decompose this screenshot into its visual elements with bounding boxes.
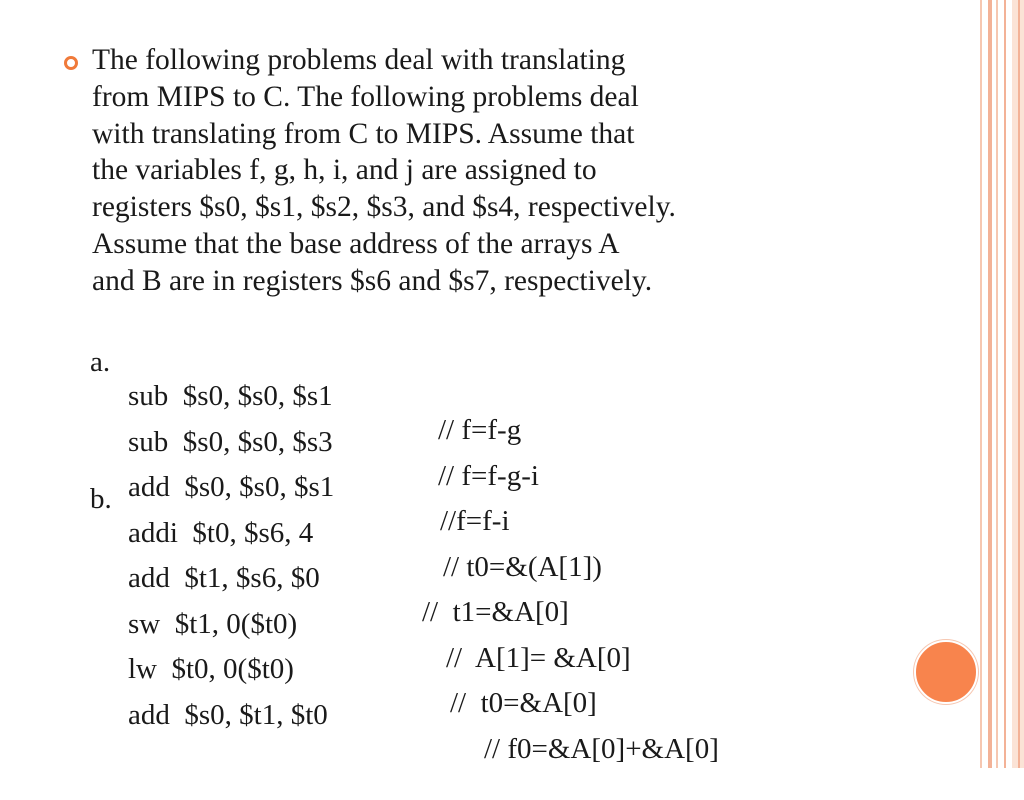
code-comment: // f=f-g — [438, 414, 522, 446]
paragraph-line: and B are in registers $s6 and $s7, respectively. — [92, 264, 653, 297]
code-comment: // f0=&A[0]+&A[0] — [484, 733, 719, 765]
paragraph-line: The following problems deal with translating — [92, 44, 626, 76]
decorative-stripe — [1018, 0, 1020, 768]
code-instruction: add $s0, $s0, $s1 — [128, 471, 335, 503]
code-instruction: add $s0, $t1, $t0 — [128, 699, 328, 731]
code-comment: // t0=&A[0] — [450, 687, 597, 719]
paragraph-line: registers $s0, $s1, $s2, $s3, and $s4, respectively. — [92, 191, 676, 224]
bullet-circle-icon — [64, 56, 78, 70]
code-instruction: sub $s0, $s0, $s1 — [128, 380, 333, 412]
decorative-stripe — [1004, 0, 1006, 768]
code-instruction: sub $s0, $s0, $s3 — [128, 426, 333, 458]
code-comment: // A[1]= &A[0] — [446, 642, 631, 674]
decorative-circle-icon — [914, 640, 978, 704]
code-comment: //f=f-i — [440, 505, 510, 537]
decorative-stripe — [980, 0, 982, 768]
decorative-stripe — [996, 0, 998, 768]
code-comment: // t1=&A[0] — [422, 596, 569, 628]
decorative-stripe — [988, 0, 992, 768]
list-marker: b. — [90, 483, 112, 515]
paragraph-line: the variables f, g, h, i, and j are assigned to — [92, 154, 597, 187]
paragraph-line: with translating from C to MIPS. Assume that — [92, 117, 635, 150]
list-marker: a. — [90, 346, 111, 378]
code-comment: // f=f-g-i — [438, 460, 539, 492]
paragraph-line: Assume that the base address of the arrays A — [92, 227, 620, 260]
code-instruction: add $t1, $s6, $0 — [128, 562, 320, 594]
code-comment: // t0=&(A[1]) — [443, 551, 602, 583]
code-instruction: sw $t1, 0($t0) — [128, 608, 298, 640]
code-instruction: lw $t0, 0($t0) — [128, 653, 294, 685]
intro-paragraph — [92, 42, 892, 300]
paragraph-line: from MIPS to C. The following problems deal — [92, 80, 639, 113]
code-instruction: addi $t0, $s6, 4 — [128, 517, 314, 549]
